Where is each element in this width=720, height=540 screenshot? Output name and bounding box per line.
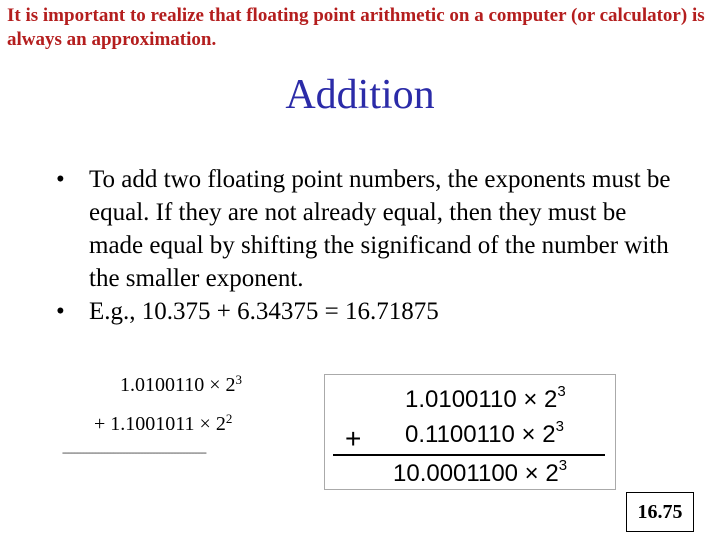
header-note: It is important to realize that floating point arithmetic on a computer (or calculator) is always an approximation. (7, 5, 705, 50)
bullet-icon: • (56, 298, 65, 325)
sum-line-2-exponent: 2 (225, 411, 233, 426)
addend-2-exponent: 3 (555, 418, 564, 435)
binary-addition-figure (324, 374, 616, 490)
bullet-list (56, 163, 676, 328)
bullet-item (56, 295, 676, 328)
bullet-text: E.g., 10.375 + 6.34375 = 16.71875 (89, 298, 439, 325)
sum-line-2 (94, 413, 232, 436)
bullet-text: To add two floating point numbers, the exponents must be equal. If they are not already equal, then they must be made equal by shifting the significand of the number with the smaller exponent. (89, 166, 671, 292)
sum-result-row (393, 457, 568, 488)
sum-line-1-mantissa: 1.0100110 × 2 (120, 374, 236, 396)
sum-result-mantissa: 10.0001100 × 2 (393, 460, 559, 487)
sum-line-1 (120, 374, 242, 397)
addend-1-row (405, 383, 566, 414)
sum-line-2-mantissa: + 1.1001011 × 2 (94, 413, 226, 435)
addend-2-mantissa: 0.1100110 × 2 (405, 421, 556, 448)
addend-2-row (405, 418, 564, 449)
addend-1-mantissa: 1.0100110 × 2 (405, 386, 558, 413)
addend-1-exponent: 3 (557, 383, 566, 400)
sum-result-exponent: 3 (558, 457, 568, 474)
bullet-icon: • (56, 166, 65, 193)
bullet-item (56, 163, 676, 295)
sum-rule (333, 454, 605, 456)
slide-title: Addition (285, 72, 435, 118)
sum-line-1-exponent: 3 (235, 372, 243, 387)
plus-sign: + (345, 423, 362, 454)
sum-divider: ------------------------------------------------ (62, 445, 206, 459)
result-box: 16.75 (626, 492, 694, 532)
